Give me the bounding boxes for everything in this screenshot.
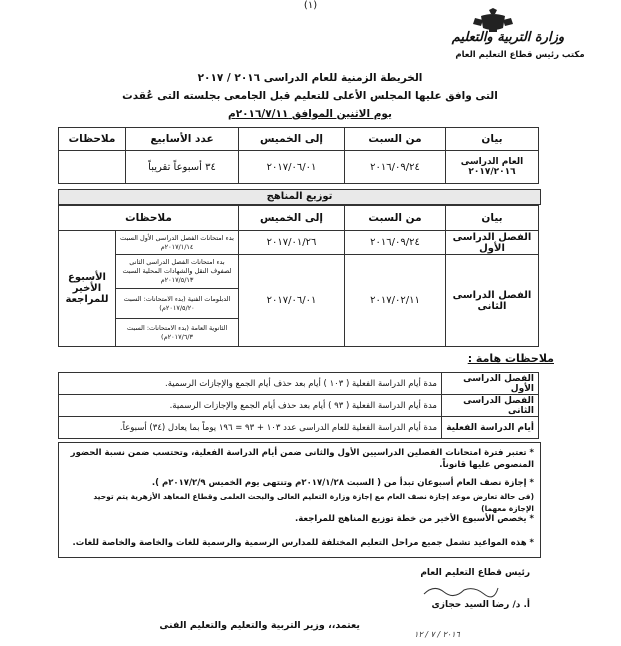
cell-weeks: ٣٤ أسبوعاً تقريباً xyxy=(126,151,239,184)
header-from: من السبت xyxy=(345,206,446,231)
study-days-table xyxy=(58,372,539,439)
header-notes: ملاحظات xyxy=(59,206,239,231)
header-notes: ملاحظات xyxy=(59,128,126,151)
handwritten-date: ٢٠١٦ / ٧ / ١٢ xyxy=(414,630,460,639)
important-notes-title: ملاحظات هامة : xyxy=(467,352,554,365)
term2-note-secondary: الثانوية العامة (بدء الامتحانات: السبت ٢٠١٧/٦/٣م) xyxy=(116,319,239,347)
cell-year: العام الدراسى ٢٠١٧/٢٠١٦ xyxy=(446,151,539,184)
cell-notes xyxy=(59,151,126,184)
ministry-name: وزارة التربية والتعليم xyxy=(451,30,565,45)
days-text-term1: مدة أيام الدراسة الفعلية ( ١٠٣ ) أيام بعد حذف أيام الجمع والإجازات الرسمية. xyxy=(59,373,442,395)
days-label-total: أيام الدراسة الفعلية xyxy=(442,417,539,439)
note-midyear-break: * إجازة نصف العام أسبوعان تبدأ من ( السبت ٢٠١٧/١/٢٨م وتنتهى يوم الخميس ٢٠١٧/٢/٩م ). xyxy=(151,478,534,488)
note-exams: * تعتبر فترة امتحانات الفصلين الدراسيين الأول والثانى ضمن أيام الدراسة الفعلية، وتحتسب ضمن نسبة الحضور المنصوص عليها قانوناً. xyxy=(70,448,534,470)
note-schools-scope: * هذه المواعيد تشمل جميع مراحل التعليم المختلفة للمدارس الرسمية والرسمية للغات والخاصة والخاصة للغات. xyxy=(72,538,534,548)
document-subtitle: التى وافق عليها المجلس الأعلى للتعليم قبل الجامعى بجلسته التى عُقدت xyxy=(122,90,498,102)
cell-to: ٢٠١٧/٠٦/٠١ xyxy=(239,151,345,184)
term1-label: الفصل الدراسى الأول xyxy=(446,231,539,255)
curriculum-table xyxy=(58,205,539,347)
last-week-review: الأسبوع الأخير للمراجعة xyxy=(59,231,116,347)
meeting-date: يوم الاثنين الموافق ٢٠١٦/٧/١١م xyxy=(228,108,392,120)
cell-from: ٢٠١٦/٠٩/٢٤ xyxy=(345,151,446,184)
signatory-title: رئيس قطاع التعليم العام xyxy=(420,568,530,578)
signatory-name: أ. د/ رضا السيد حجازى xyxy=(431,600,530,610)
days-label-term1: الفصل الدراسى الأول xyxy=(442,373,539,395)
header-to: إلى الخميس xyxy=(239,128,345,151)
term1-note: بدء امتحانات الفصل الدراسى الأول السبت ٢٠١٧/١/١٤م xyxy=(116,231,239,255)
academic-year-table xyxy=(58,127,539,184)
handwritten-signature-icon xyxy=(420,582,500,600)
term1-to: ٢٠١٧/٠١/٢٦ xyxy=(239,231,345,255)
note-break-conflict: (فى حالة تعارض موعد إجازة نصف العام مع إجازة وزارة التعليم العالى والبحث العلمى وقطاع المعاهد الأزهرية يتم توحيد الإجازة معهما) xyxy=(93,492,534,513)
sector-office: مكتب رئيس قطاع التعليم العام xyxy=(455,50,585,60)
document-title: الخريطة الزمنية للعام الدراسى ٢٠١٦ / ٢٠١٧ xyxy=(197,72,423,84)
header-statement: بيان xyxy=(446,206,539,231)
term2-from: ٢٠١٧/٠٢/١١ xyxy=(345,255,446,347)
term2-note-diplomas: الدبلومات الفنية (بدء الامتحانات: السبت ٢٠١٧/٥/٢٠م) xyxy=(116,289,239,319)
curriculum-distribution-title: توزيع المناهج xyxy=(58,189,541,205)
term2-label: الفصل الدراسى الثانى xyxy=(446,255,539,347)
days-text-term2: مدة أيام الدراسة الفعلية ( ٩٣ ) أيام بعد حذف أيام الجمع والإجازات الرسمية. xyxy=(59,395,442,417)
notes-box xyxy=(58,442,541,558)
term2-to: ٢٠١٧/٠٦/٠١ xyxy=(239,255,345,347)
page-number: (١) xyxy=(303,0,318,11)
header-weeks: عدد الأسابيع xyxy=(126,128,239,151)
approval-line: يعتمد،، وزير التربية والتعليم والتعليم الفنى xyxy=(159,620,360,631)
days-text-total: مدة أيام الدراسة الفعلية للعام الدراسى عدد ١٠٣ + ٩٣ = ١٩٦ يوماً بما يعادل (٣٤) أسبوعاً. xyxy=(59,417,442,439)
days-label-term2: الفصل الدراسى الثانى xyxy=(442,395,539,417)
header-to: إلى الخميس xyxy=(239,206,345,231)
term2-note-transfer: بدء امتحانات الفصل الدراسى الثانى لصفوف النقل والشهادات المحلية السبت ٢٠١٧/٥/١٣م xyxy=(116,255,239,289)
header-statement: بيان xyxy=(446,128,539,151)
term1-from: ٢٠١٦/٠٩/٢٤ xyxy=(345,231,446,255)
note-review-week: * يخصص الأسبوع الأخير من خطة توزيع المناهج للمراجعة. xyxy=(295,514,534,524)
header-from: من السبت xyxy=(345,128,446,151)
